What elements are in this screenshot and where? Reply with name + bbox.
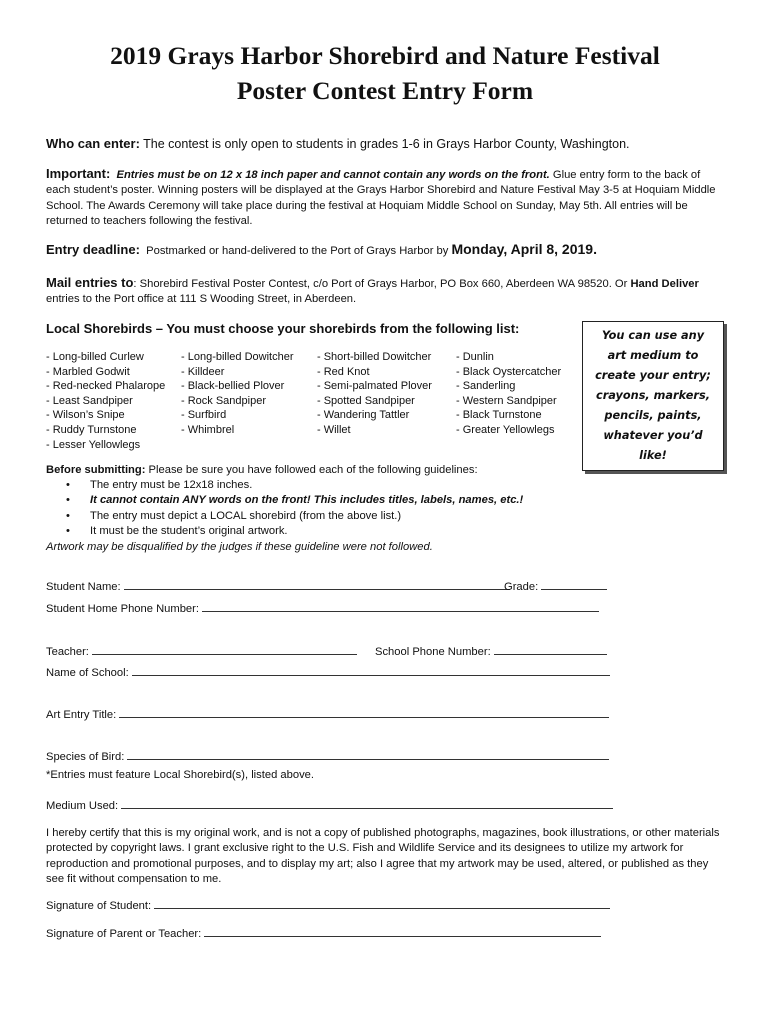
species-line[interactable] [127, 748, 609, 760]
local-shorebirds-heading: Local Shorebirds – You must choose your shorebirds from the following list: [46, 321, 520, 336]
before-text: Please be sure you have followed each of the following guidelines: [145, 464, 478, 476]
student-signature-field[interactable] [46, 897, 610, 912]
bird-list-column-4 [456, 350, 561, 438]
school-phone-field[interactable] [375, 643, 607, 658]
list-item: - Wilson’s Snipe [46, 409, 125, 422]
who-label: Who can enter: [46, 136, 140, 151]
student-phone-label: Student Home Phone Number: [46, 603, 199, 615]
grade-line[interactable] [541, 578, 607, 590]
list-item: - Spotted Sandpiper [317, 394, 415, 407]
form-title-line1: 2019 Grays Harbor Shorebird and Nature Festival [110, 41, 660, 70]
important-label: Important: [46, 166, 111, 181]
who-can-enter [46, 136, 726, 152]
hand-deliver-label: Hand Deliver [630, 278, 699, 290]
guideline-list [66, 478, 523, 540]
parent-signature-label: Signature of Parent or Teacher: [46, 928, 202, 940]
list-item: - Whimbrel [181, 423, 235, 436]
school-name-line[interactable] [132, 664, 610, 676]
list-item: - Western Sandpiper [456, 394, 557, 407]
list-item: - Long-billed Dowitcher [181, 351, 294, 363]
bird-list-column-1 [46, 350, 165, 452]
important-paragraph [46, 166, 726, 229]
medium-field[interactable] [46, 797, 613, 812]
deadline-label: Entry deadline: [46, 242, 140, 257]
guideline-text: It must be the student’s original artwork. [90, 525, 288, 538]
certification-statement: I hereby certify that this is my original work, and is not a copy of published photographs, magazines, book illustrations, or other materials protected by copyright laws. I grant exclusive right to the U.S. Fish and Wildlife Service and its designees to utilize my artwork for reproduction and promotional purposes, and to display my art; also I agree that my artwork may be used, altered, or published as they see fit without compensation to me. [46, 827, 720, 886]
art-title-line[interactable] [119, 706, 609, 718]
list-item: - Ruddy Turnstone [46, 423, 137, 436]
important-text: Glue entry form to the back of each student’s poster. Winning posters will be displayed at the Grays Harbor Shorebird and Nature Festival May 3-5 at Hoquiam Middle School. The Awards Ceremony will take place during the festival at Hoquiam Middle School on Sunday, May 5th. All entries will be returned to teachers following the festival. [46, 169, 716, 227]
medium-line[interactable] [121, 797, 613, 809]
parent-signature-line[interactable] [204, 925, 601, 937]
list-item: - Black-bellied Plover [181, 380, 285, 393]
bullet-icon: • [66, 509, 70, 522]
school-phone-label: School Phone Number: [375, 646, 491, 658]
bird-list-column-3 [317, 350, 432, 438]
mail-text: Shorebird Festival Poster Contest, c/o Port of Grays Harbor, PO Box 660, Aberdeen WA 98520. Or [136, 278, 631, 290]
list-item: - Lesser Yellowlegs [46, 438, 141, 451]
list-item: - Red Knot [317, 365, 370, 378]
art-medium-callout [582, 321, 724, 471]
student-name-line[interactable] [124, 578, 510, 590]
list-item: - Red-necked Phalarope [46, 380, 166, 393]
school-name-label: Name of School: [46, 667, 129, 679]
list-item: - Long-billed Curlew [46, 351, 144, 363]
list-item: - Rock Sandpiper [181, 394, 266, 407]
list-item: - Dunlin [456, 351, 494, 363]
mail-label: Mail entries to [46, 275, 134, 290]
before-label: Before submitting: [46, 464, 146, 476]
teacher-label: Teacher: [46, 646, 89, 658]
student-signature-label: Signature of Student: [46, 900, 152, 912]
bullet-icon: • [66, 494, 70, 507]
art-title-field[interactable] [46, 706, 609, 721]
student-name-field[interactable] [46, 578, 510, 593]
list-item: - Short-billed Dowitcher [317, 351, 432, 363]
guideline-text: The entry must be 12x18 inches. [90, 479, 253, 491]
list-item: - Black Oystercatcher [456, 365, 562, 378]
list-item: - Semi-palmated Plover [317, 380, 432, 393]
list-item: - Killdeer [181, 365, 225, 378]
hand-deliver-text: entries to the Port office at 111 S Wooding Street, in Aberdeen. [46, 293, 357, 306]
mail-colon: : [133, 278, 137, 290]
who-text: The contest is only open to students in grades 1-6 in Grays Harbor County, Washington. [139, 137, 630, 151]
medium-label: Medium Used: [46, 800, 119, 812]
species-note: *Entries must feature Local Shorebird(s), listed above. [46, 769, 315, 781]
grade-label: Grade: [504, 581, 539, 593]
guideline-item [66, 509, 523, 524]
grade-field[interactable] [504, 578, 607, 593]
species-label: Species of Bird: [46, 751, 125, 763]
list-item: - Black Turnstone [456, 409, 542, 422]
deadline-date: Monday, April 8, 2019. [451, 241, 597, 257]
bird-list-column-2 [181, 350, 294, 438]
guideline-item [66, 478, 523, 493]
student-phone-field[interactable] [46, 600, 599, 615]
list-item: - Marbled Godwit [46, 365, 130, 378]
list-item: - Willet [317, 423, 351, 436]
form-title-line2: Poster Contest Entry Form [236, 76, 534, 105]
school-phone-line[interactable] [494, 643, 607, 655]
list-item: - Sanderling [456, 380, 516, 393]
art-medium-text: You can use any art medium to create your entry; crayons, markers, pencils, paints, whatever you’d like! [595, 329, 711, 462]
important-emphasis: Entries must be on 12 x 18 inch paper and cannot contain any words on the front. [116, 169, 550, 181]
teacher-line[interactable] [92, 643, 357, 655]
guideline-text: It cannot contain ANY words on the front! This includes titles, labels, names, etc.! [90, 494, 524, 507]
school-name-field[interactable] [46, 664, 610, 679]
guideline-text: The entry must depict a LOCAL shorebird (from the above list.) [90, 509, 402, 522]
list-item: - Surfbird [181, 409, 227, 422]
student-signature-line[interactable] [154, 897, 610, 909]
bullet-icon: • [66, 479, 70, 491]
teacher-field[interactable] [46, 643, 357, 658]
list-item: - Greater Yellowlegs [456, 423, 555, 436]
entry-deadline [46, 242, 726, 259]
student-name-label: Student Name: [46, 581, 121, 593]
student-phone-line[interactable] [202, 600, 599, 612]
bullet-icon: • [66, 525, 70, 538]
list-item: - Wandering Tattler [317, 409, 410, 422]
before-submitting [46, 463, 726, 478]
art-title-label: Art Entry Title: [46, 709, 117, 721]
guideline-item [66, 524, 523, 539]
species-field[interactable] [46, 748, 609, 763]
parent-signature-field[interactable] [46, 925, 601, 940]
list-item: - Least Sandpiper [46, 394, 133, 407]
mail-entries [46, 275, 726, 308]
guideline-item [66, 493, 523, 508]
deadline-text: Postmarked or hand-delivered to the Port of Grays Harbor by [146, 245, 452, 257]
disqualification-note: Artwork may be disqualified by the judges if these guideline were not followed. [46, 541, 433, 553]
